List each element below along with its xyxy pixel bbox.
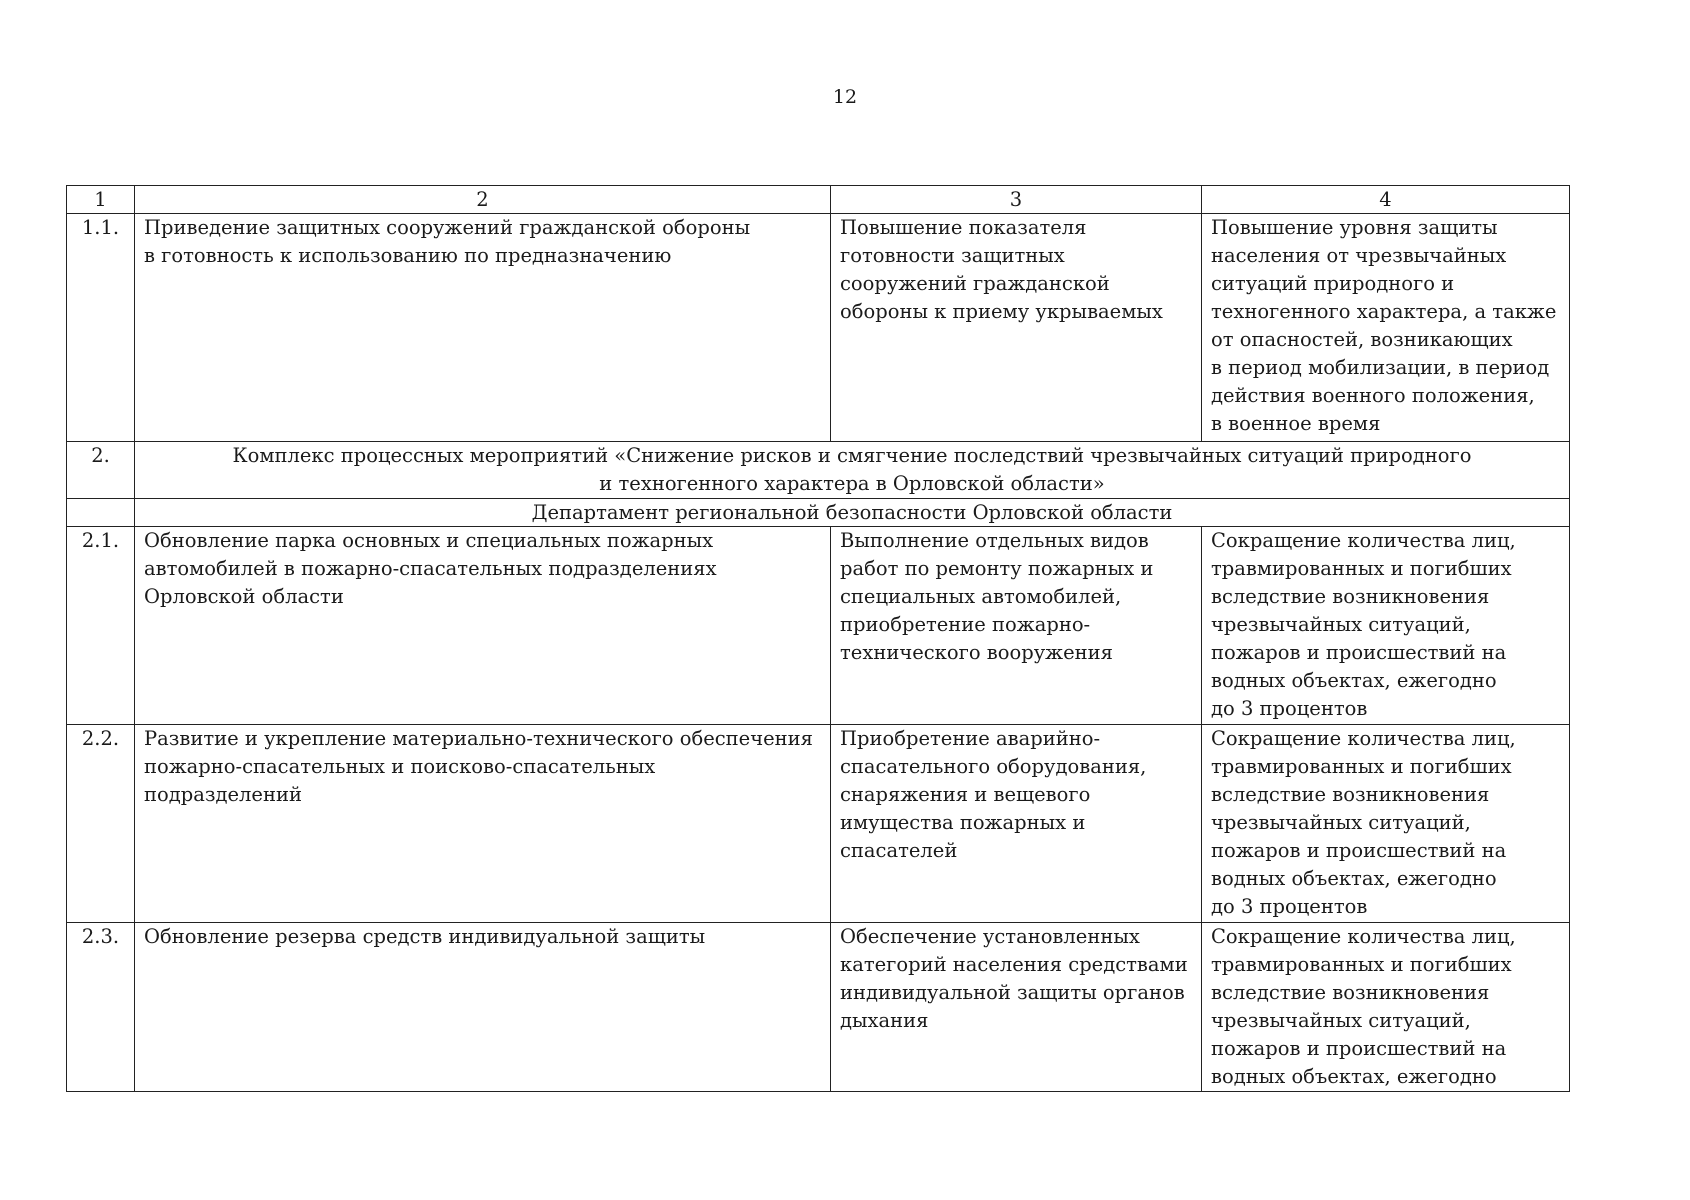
row-number: 2.1. <box>67 527 135 725</box>
indicator-link-cell <box>1202 725 1570 923</box>
measure-name: Развитие и укрепление материально-технического обеспечения пожарно-спасательных и поисково-спасательных подразделений <box>144 727 813 806</box>
measure-name-cell <box>135 725 831 923</box>
row-number: 2.3. <box>67 923 135 1092</box>
row-number: 1.1. <box>67 214 135 442</box>
header-cell: 3 <box>831 186 1202 214</box>
department-title: Департамент региональной безопасности Орловской области <box>531 501 1173 524</box>
department-row <box>67 499 1570 527</box>
section-title: Комплекс процессных мероприятий «Снижение рисков и смягчение последствий чрезвычайных ситуаций природного и техногенного характера в Орловской области» <box>232 444 1472 495</box>
measure-name-cell <box>135 214 831 442</box>
indicator-link-cell <box>1202 214 1570 442</box>
expected-effect-cell <box>831 214 1202 442</box>
table-header-row <box>67 186 1570 214</box>
expected-effect: Повышение показателя готовности защитных сооружений гражданской обороны к приему укрываемых <box>840 216 1163 323</box>
expected-effect: Выполнение отдельных видов работ по ремонту пожарных и специальных автомобилей, приобретение пожарно- технического вооружения <box>840 529 1154 664</box>
table-row <box>67 527 1570 725</box>
measures-table <box>66 185 1570 1092</box>
header-cell: 4 <box>1202 186 1570 214</box>
measure-name: Приведение защитных сооружений гражданской обороны в готовность к использованию по предназначению <box>144 216 751 267</box>
section-title-cell <box>135 442 1570 499</box>
indicator-link: Сокращение количества лиц, травмированных и погибших вследствие возникновения чрезвычайных ситуаций, пожаров и происшествий на водных объектах, ежегодно <box>1211 925 1516 1088</box>
indicator-link: Сокращение количества лиц, травмированных и погибших вследствие возникновения чрезвычайных ситуаций, пожаров и происшествий на водных объектах, ежегодно до 3 процентов <box>1211 529 1516 720</box>
empty-cell <box>67 499 135 527</box>
indicator-link: Сокращение количества лиц, травмированных и погибших вследствие возникновения чрезвычайных ситуаций, пожаров и происшествий на водных объектах, ежегодно до 3 процентов <box>1211 727 1516 918</box>
expected-effect: Приобретение аварийно- спасательного оборудования, снаряжения и вещевого имущества пожарных и спасателей <box>840 727 1147 862</box>
indicator-link-cell <box>1202 527 1570 725</box>
measure-name-cell <box>135 527 831 725</box>
department-title-cell <box>135 499 1570 527</box>
page-number: 12 <box>832 86 858 108</box>
expected-effect-cell <box>831 923 1202 1092</box>
row-number: 2. <box>67 442 135 499</box>
expected-effect-cell <box>831 527 1202 725</box>
expected-effect-cell <box>831 725 1202 923</box>
table-row <box>67 923 1570 1092</box>
section-row <box>67 442 1570 499</box>
indicator-link-cell <box>1202 923 1570 1092</box>
measure-name-cell <box>135 923 831 1092</box>
header-cell: 2 <box>135 186 831 214</box>
expected-effect: Обеспечение установленных категорий населения средствами индивидуальной защиты органов дыхания <box>840 925 1188 1032</box>
header-cell: 1 <box>67 186 135 214</box>
table-row <box>67 725 1570 923</box>
indicator-link: Повышение уровня защиты населения от чрезвычайных ситуаций природного и техногенного характера, а также от опасностей, возникающих в период мобилизации, в период действия военного положения, в военное время <box>1211 216 1557 435</box>
measure-name: Обновление резерва средств индивидуальной защиты <box>144 925 706 948</box>
row-number: 2.2. <box>67 725 135 923</box>
measure-name: Обновление парка основных и специальных пожарных автомобилей в пожарно-спасательных подразделениях Орловской области <box>144 529 717 608</box>
table-row <box>67 214 1570 442</box>
